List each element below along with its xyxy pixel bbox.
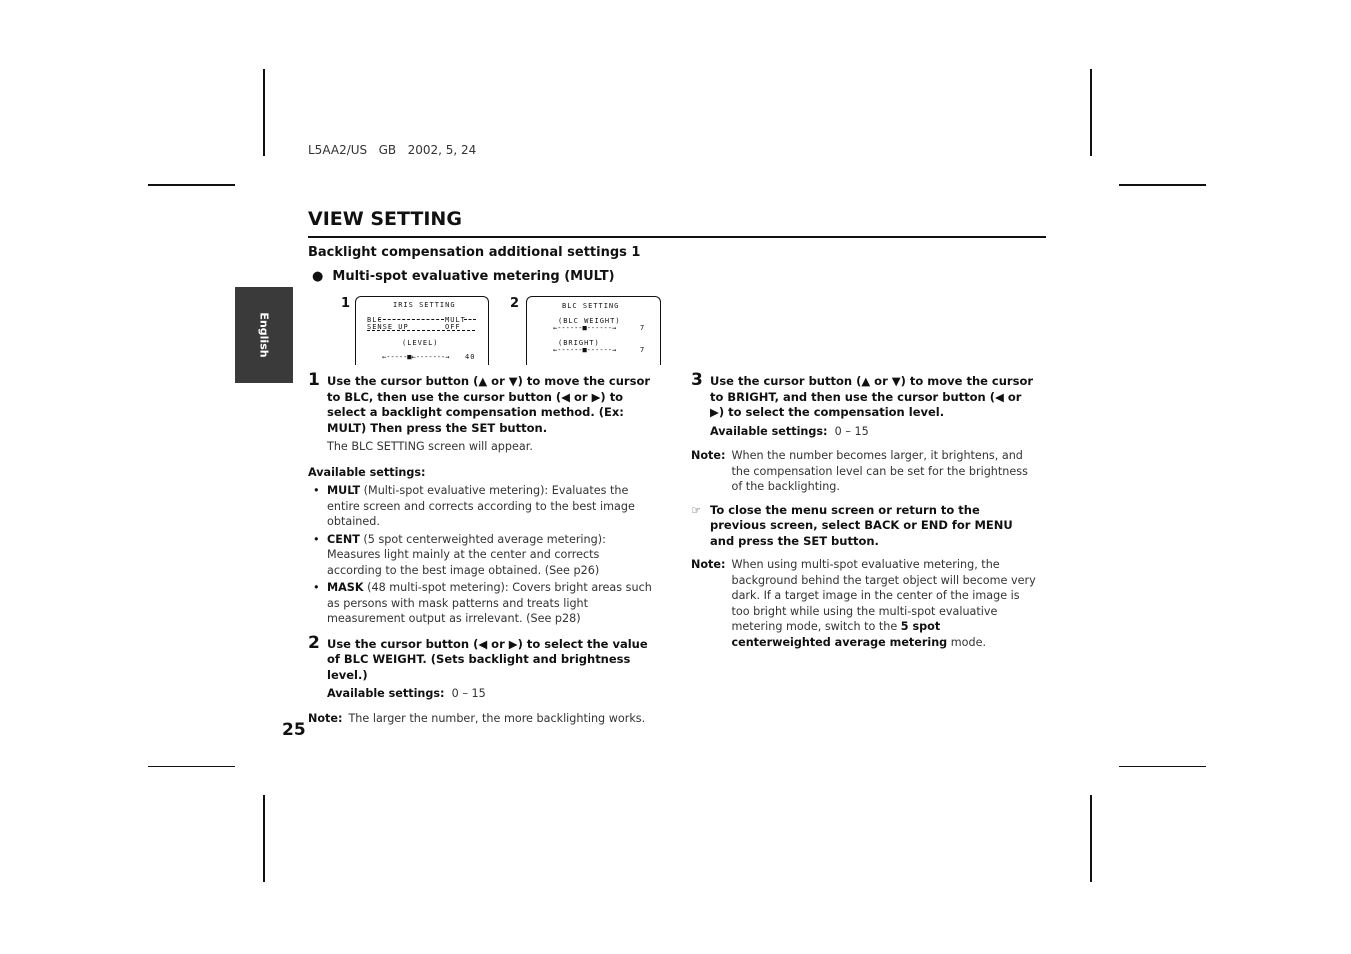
bullet-heading-text: Multi-spot evaluative metering (MULT) — [332, 269, 615, 284]
figure-1-number: 1 — [341, 296, 351, 311]
crop-mark — [1119, 184, 1206, 186]
step-1 — [308, 372, 653, 455]
note — [691, 557, 1036, 650]
list-item: • MULT (Multi-spot evaluative metering): Evaluates the entire screen and corrects according to the best image obtained. — [308, 483, 653, 530]
figure-1-value: 40 — [465, 353, 476, 361]
figure-2-weight-slider: ←------■------→ — [553, 324, 617, 332]
figure-1-screen — [355, 296, 489, 365]
step-1-text: Use the cursor button (▲ or ▼) to move the cursor to BLC, then use the cursor button (◀ or ▶) to select a backlight compensation method. (Ex: MULT) Then press the SET button. — [327, 374, 651, 435]
note-text: When using multi-spot evaluative metering, the background behind the target object will become very dark. If a target image in the center of the image is too bright while using the multi-spot evaluative metering mode, switch to the 5 spot centerweighted average metering mode. — [731, 558, 1036, 649]
figure-1-row2-right: OFF — [445, 323, 461, 331]
step-1-number: 1 — [308, 370, 320, 390]
step-2-text: Use the cursor button (◀ or ▶) to select the value of BLC WEIGHT. (Sets backlight and brightness level.) — [327, 636, 648, 682]
note-label: Note: — [308, 711, 343, 725]
step-3 — [691, 372, 1036, 439]
list-item: • MASK (48 multi-spot metering): Covers bright areas such as persons with mask patterns and treats light measurement output as irrelevant. (See p28) — [308, 580, 653, 627]
crop-mark — [148, 184, 235, 186]
step-2-available: Available settings: 0 – 15 — [327, 687, 486, 700]
figure-1-level-label: (LEVEL) — [402, 339, 439, 347]
step-3-text: Use the cursor button (▲ or ▼) to move the cursor to BRIGHT, and then use the cursor button (◀ or ▶) to select the compensation level. — [710, 374, 1034, 419]
page-title: VIEW SETTING — [308, 208, 462, 230]
step-3-number: 3 — [691, 370, 703, 390]
figure-2-weight-value: 7 — [640, 324, 646, 332]
document-code: L5AA2/US GB 2002, 5, 24 — [308, 143, 477, 157]
tip-text: To close the menu screen or return to the previous screen, select BACK or END for MENU and press the SET button. — [710, 502, 1013, 548]
figure-1-row1-right: MULT — [445, 316, 466, 324]
crop-mark — [1090, 69, 1092, 156]
figure-1-row2-left: SENSE UP — [367, 323, 409, 331]
figure-2-title: BLC SETTING — [562, 302, 620, 310]
note — [308, 711, 653, 727]
title-rule — [308, 236, 1046, 238]
bullet-heading — [312, 269, 615, 284]
figure-2-weight-label: (BLC WEIGHT) — [558, 317, 621, 325]
figure-2-screen — [526, 296, 661, 365]
note — [691, 448, 1036, 495]
crop-mark — [1119, 766, 1206, 767]
step-3-available: Available settings: 0 – 15 — [710, 424, 869, 438]
note-label: Note: — [691, 449, 726, 462]
figure-2-bright-value: 7 — [640, 346, 646, 354]
figure-2-number: 2 — [510, 296, 520, 311]
pointing-hand-icon: ☞ — [691, 503, 702, 517]
bullet-icon: ● — [312, 269, 324, 284]
dashed-separator — [378, 319, 444, 320]
crop-mark — [148, 766, 235, 767]
figure-2-bright-label: (BRIGHT) — [558, 339, 600, 347]
figure-2-bright-slider: ←------■------→ — [553, 346, 617, 354]
language-tab-label: English — [257, 312, 271, 358]
dashed-separator — [464, 319, 476, 320]
dashed-separator — [367, 330, 475, 331]
crop-mark — [263, 795, 265, 882]
step-2-number: 2 — [308, 632, 320, 653]
step-1-subtext: The BLC SETTING screen will appear. — [327, 440, 533, 453]
note-label: Note: — [691, 558, 726, 571]
tip — [691, 503, 1036, 550]
crop-mark — [263, 69, 265, 156]
list-item: • CENT (5 spot centerweighted average metering): Measures light mainly at the center and corrects according to the best image obtained. (See p26) — [308, 532, 653, 579]
crop-mark — [1090, 795, 1092, 882]
right-column — [691, 372, 1036, 650]
page-number: 25 — [282, 720, 306, 740]
section-subtitle: Backlight compensation additional settings 1 — [308, 245, 641, 260]
figure-1-row1-left: BLC — [367, 316, 383, 324]
figure-1-title: IRIS SETTING — [393, 301, 456, 309]
options-list — [308, 483, 653, 627]
note-text: The larger the number, the more backlighting works. — [348, 711, 646, 725]
language-tab — [235, 287, 293, 383]
figure-1-slider: ←-----■←-------→ — [382, 353, 450, 361]
note-text: When the number becomes larger, it brightens, and the compensation level can be set for the brightness of the backlighting. — [731, 449, 1028, 493]
left-column — [308, 372, 653, 726]
available-settings-heading: Available settings: — [308, 465, 426, 479]
step-2 — [308, 632, 653, 702]
